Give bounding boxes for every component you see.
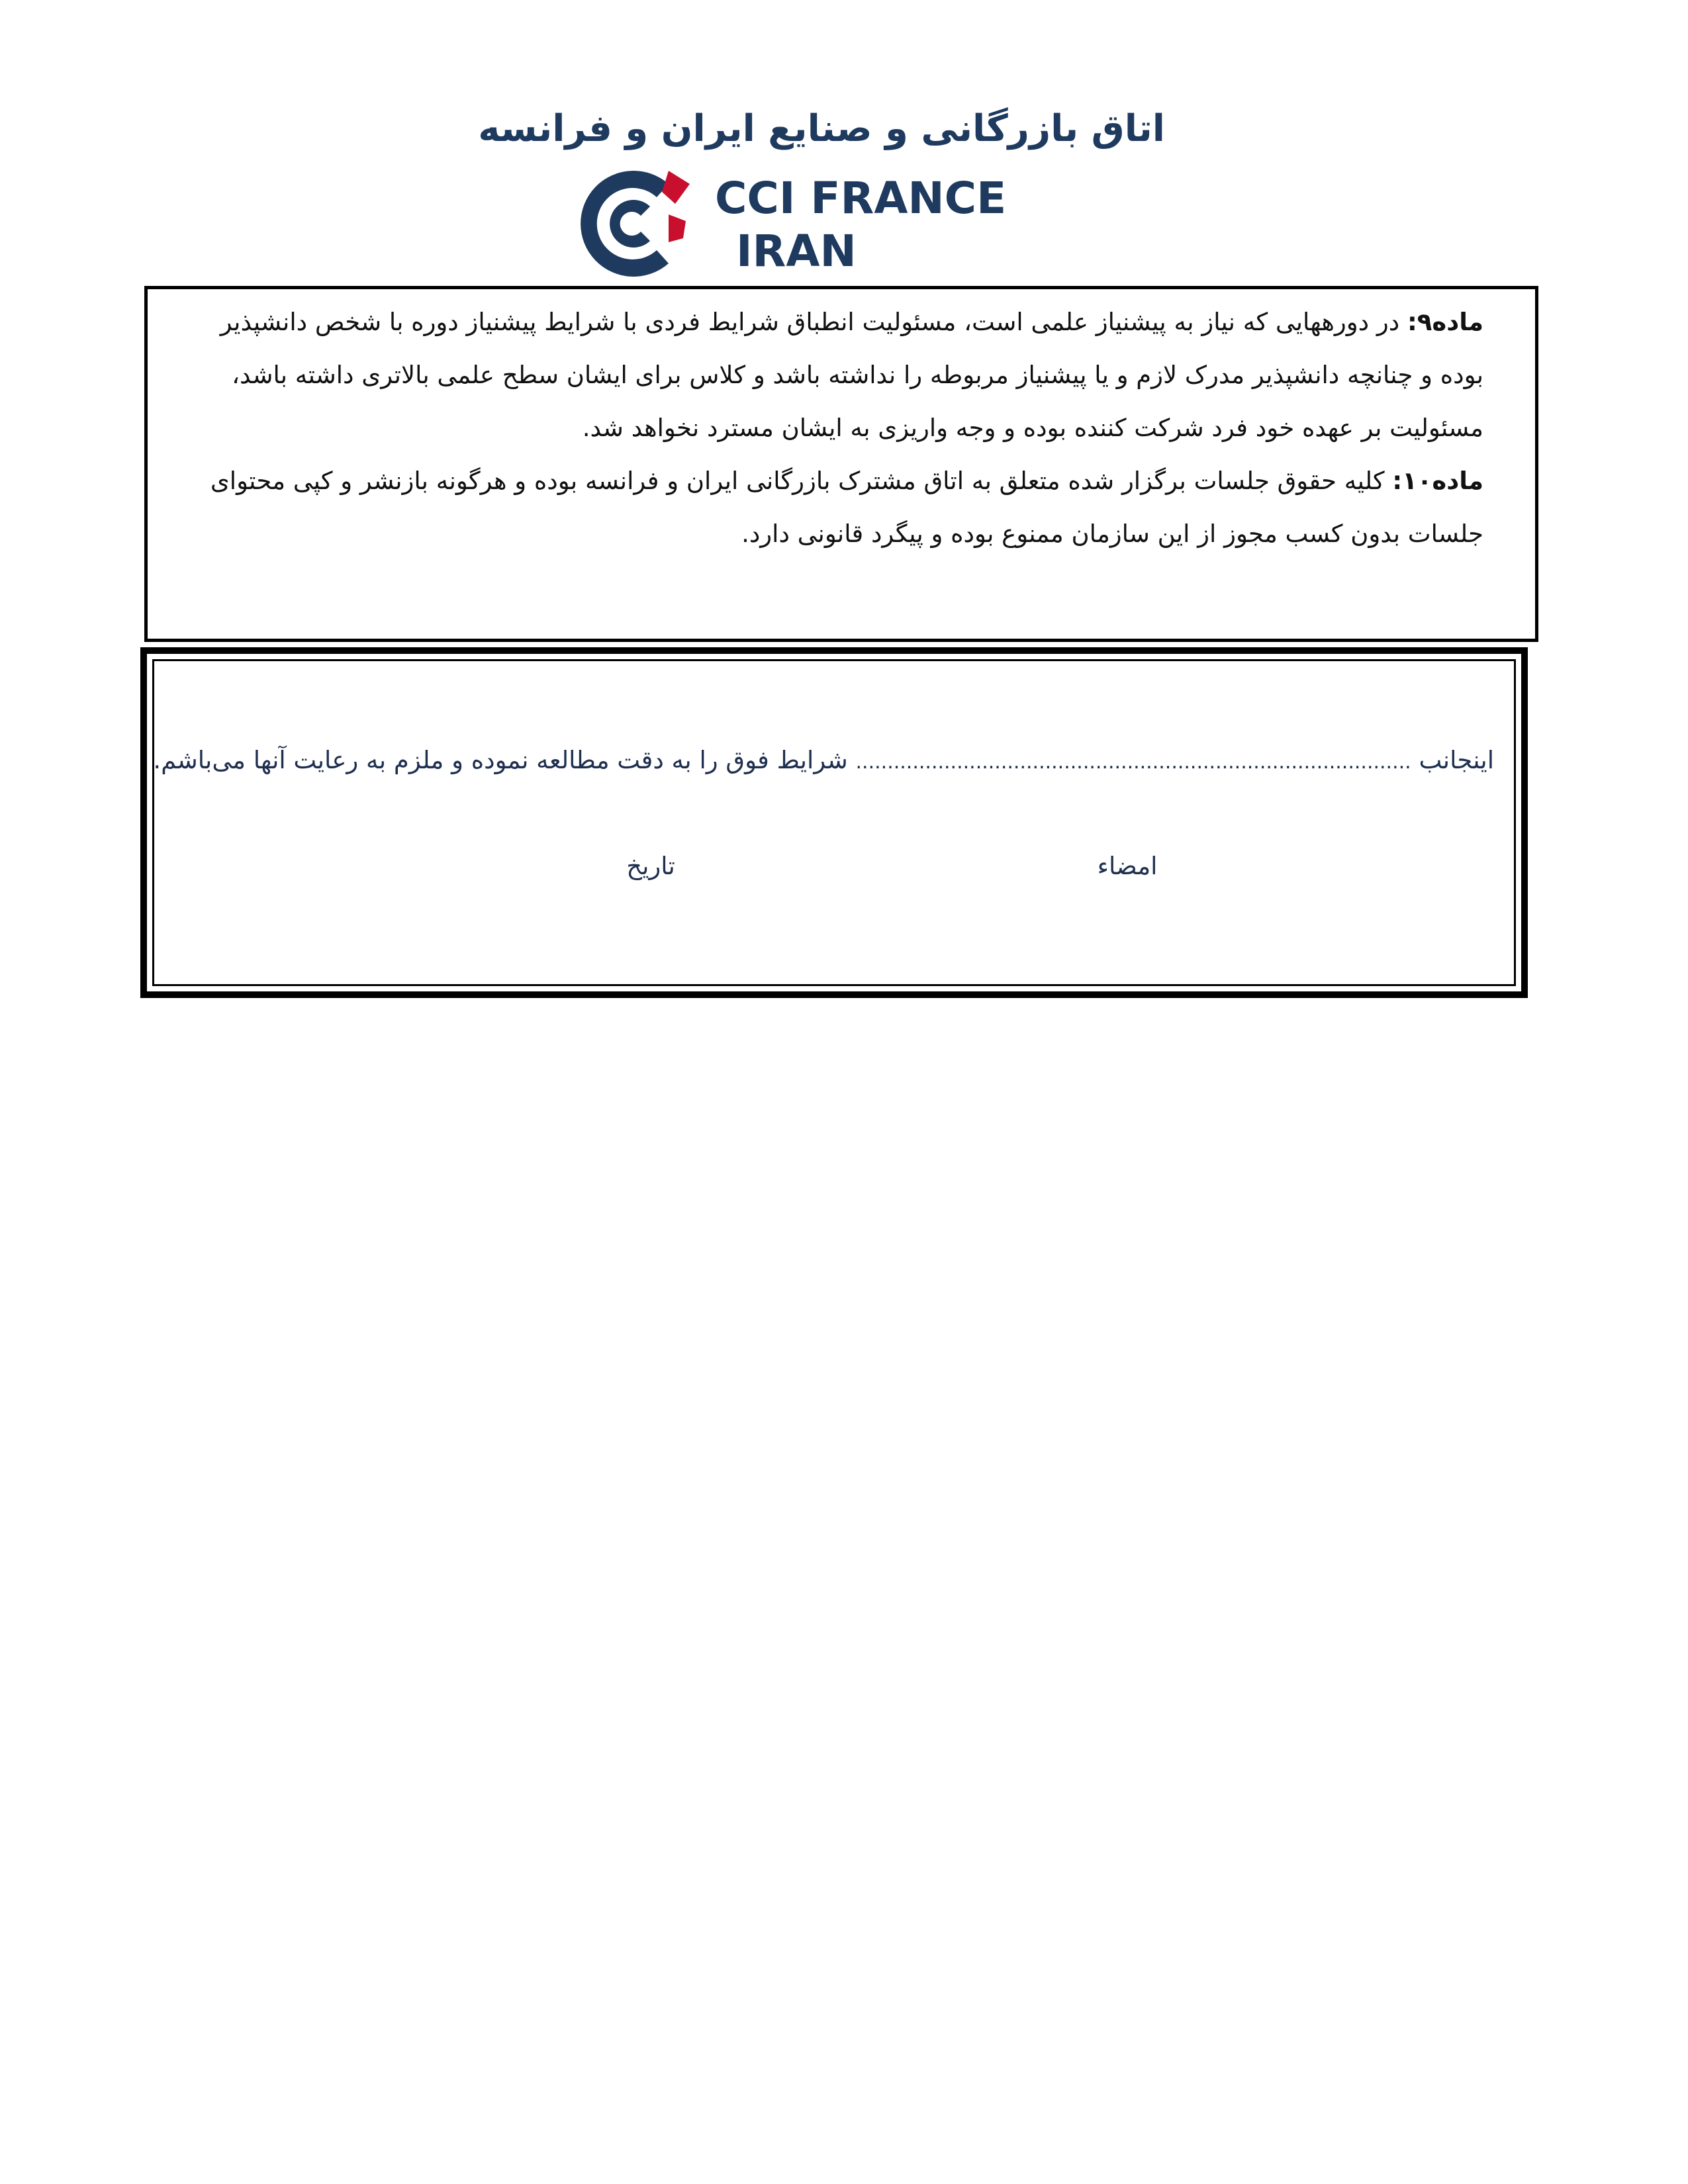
logo-line-iran: IRAN (736, 226, 857, 277)
letterhead (478, 99, 1165, 291)
chamber-title: اتاق بازرگانی و صنایع ایران و فرانسه (478, 107, 1165, 150)
term-article-10 (201, 455, 1483, 561)
term-label: ماده۹: (1407, 308, 1483, 336)
name-fill-blank[interactable]: ........................................................................................ (855, 751, 1411, 774)
logo-wordmark (715, 172, 1046, 291)
term-text: کلیه حقوق جلسات برگزار شده متعلق به اتاق مشترک بازرگانی ایران و فرانسه بوده و هرگونه بازنشر و کپی محتوای جلسات بدون کسب مجوز از این سازمان ممنوع بوده و پیگرد قانونی دارد. (210, 467, 1483, 548)
terms-content (201, 296, 1483, 561)
term-article-9 (201, 296, 1483, 455)
signature-label[interactable]: امضاء (1097, 852, 1158, 880)
declaration-inner-frame (152, 659, 1516, 986)
declaration-statement (153, 741, 1494, 782)
logo-line-cci-france: CCI FRANCE (715, 173, 1007, 224)
term-label: ماده۱۰: (1392, 467, 1483, 495)
declaration-suffix: شرایط فوق را به دقت مطالعه نموده و ملزم به رعایت آنها می‌باشم. (153, 746, 856, 774)
declaration-prefix: اینجانب (1411, 746, 1494, 774)
declaration-box (140, 647, 1528, 998)
cci-logo-icon (569, 158, 702, 290)
term-text: در دورههایی که نیاز به پیشنیاز علمی است، مسئولیت انطباق شرایط فردی با شرایط پیشنیاز دوره با شخص دانشپذیر بوده و چنانچه دانشپذیر مدرک لازم و یا پیشنیاز مربوطه را نداشته باشد و کلاس برای ایشان سطح علمی بالاتری داشته باشد، مسئولیت بر عهده خود فرد شرکت کننده بوده و وجه واریزی به ایشان مسترد نخواهد شد. (220, 308, 1483, 442)
date-label[interactable]: تاریخ (626, 852, 675, 880)
terms-box (144, 286, 1538, 642)
